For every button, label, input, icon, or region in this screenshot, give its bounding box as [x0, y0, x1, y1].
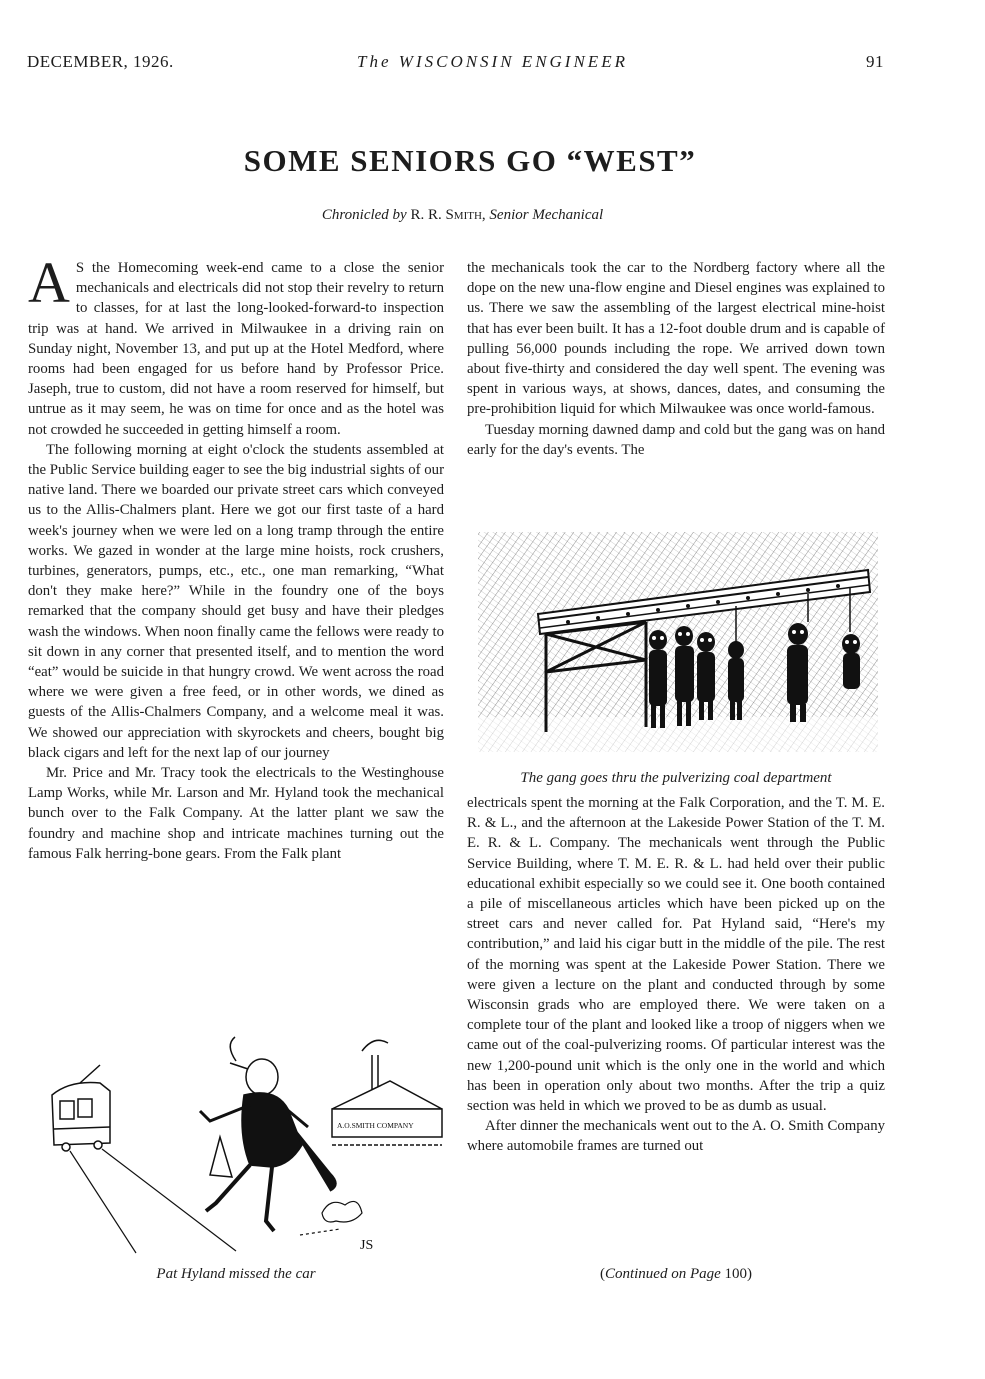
byline-prefix: Chronicled by — [321, 207, 407, 223]
hyland-caption: Pat Hyland missed the car — [156, 1266, 316, 1282]
right-column-top — [467, 258, 885, 460]
paragraph: electricals spent the morning at the Falk Corporation, and the T. M. E. R. & L., and the afternoon at the Lakeside Power Station of the T. M. E. R. & L. Company. The mechanicals went through the Public Service Building, where T. M. E. R. & L. had held over their public educational exhibit especially so we could see it. One booth contained a pile of miscellaneous articles which have been picked up on the street cars and never called for. Pat Hyland said, “Here's my contribution,” and laid his cigar butt in the middle of the pile. The rest of the morning was spent at the Lakeside Power Station. There we were given a lecture on the plant and conducted through by some Wisconsin grads who are employed there. We were taken on a complete tour of the plant and looked like a troop of niggers when we came out of the coal-pulverizing rooms. Of particular interest was the new 1,200-pound unit which is the only one in the world and which has been in operation only about two months. After the trip a quiz section was held in which we proved to be as dumb as usual. — [467, 795, 885, 1115]
byline-role: Senior Mechanical — [489, 207, 604, 223]
paragraph: After dinner the mechanicals went out to the A. O. Smith Company where automobile frames are turned out — [467, 1118, 885, 1155]
paragraph: the mechanicals took the car to the Nordberg factory where all the dope on the new una-flow engine and Diesel engines was explained to us. There we saw the assembling of the largest electrical mine-hoist that has ever been built. It has a 12-foot double drum and is capable of pulling 56,000 pounds including the rope. We arrived down town about five-thirty and considered the day well spent. The evening was spent in various ways, at shows, dances, dates, and consuming the pre-prohibition liquid for which Milwaukee was once world-famous. — [467, 260, 885, 418]
paragraph: The following morning at eight o'clock the students assembled at the Public Service building eager to see the big industrial sights of our native land. There we boarded our private street cars which conveyed us to the Allis-Chalmers plant. Here we got our first taste of a hard week's journey when we were led on a long tramp through the entire works. We gazed in wonder at the large mine hoists, rock crushers, turbines, generators, pumps, etc., etc., one man remarking, “What don't they make here?” While in the foundry one of the boys remarked that the company should get busy and have their pledges wash the windows. When noon finally came the fellows were ready to sit down in any corner that presented itself, and to mention the word “eat” would be suicide in that hungry crowd. We went across the road where we were given a free feed, or in other words, we dined as guests of the Allis-Chalmers Company, and a welcome meal it was. We showed our appreciation with skyrockets and cheers, bought big black cigars and left for the next lap of our journey — [28, 441, 444, 761]
coal-department-illustration — [478, 522, 878, 770]
continuation-note: (Continued on Page 100) — [599, 1266, 753, 1282]
byline — [0, 207, 925, 224]
continuation-label: Continued on Page — [604, 1266, 721, 1282]
paragraph: Mr. Price and Mr. Tracy took the electricals to the Westinghouse Lamp Works, while Mr. Larson and Mr. Hyland took the mechanical bunch over to the Falk Company. At the latter plant we saw the foundry and machine shop and intricate machines turning out the famous Falk herring-bone gears. From the Falk plant — [28, 765, 444, 862]
article-title: SOME SENIORS GO “WEST” — [243, 143, 697, 178]
header-publication: The WISCONSIN ENGINEER — [357, 52, 628, 71]
factory-sign: A.O.SMITH COMPANY — [337, 1121, 414, 1130]
right-column-bottom — [467, 793, 885, 1157]
hyland-cartoon — [40, 1025, 450, 1265]
artist-monogram: JS — [360, 1238, 374, 1253]
coal-department-caption: The gang goes thru the pulverizing coal department — [520, 770, 832, 786]
left-column — [28, 250, 444, 864]
continuation-page: 100 — [724, 1266, 748, 1282]
page-number: 91 — [866, 52, 884, 71]
drop-cap: A — [28, 250, 70, 315]
paragraph: A S the Homecoming week-end came to a close the senior mechanicals and electricals did not stop their revelry to return to classes, for at last the long-looked-forward-to inspection trip was at hand. We arrived in Milwaukee in a driving rain on Sunday night, November 13, and put up at the Hotel Medford, where rooms had been engaged for us before hand by Professor Price. Jaseph, true to custom, did not have a room reserved for himself, but untrue as it may seem, he was on time for once and as the hotel was not crowded he succeeded in getting himself a room. — [28, 250, 444, 438]
header-date: DECEMBER, 1926. — [27, 52, 174, 71]
byline-author: R. R. Smith, — [410, 207, 486, 223]
paragraph: Tuesday morning dawned damp and cold but the gang was on hand early for the day's events. The — [467, 421, 885, 458]
